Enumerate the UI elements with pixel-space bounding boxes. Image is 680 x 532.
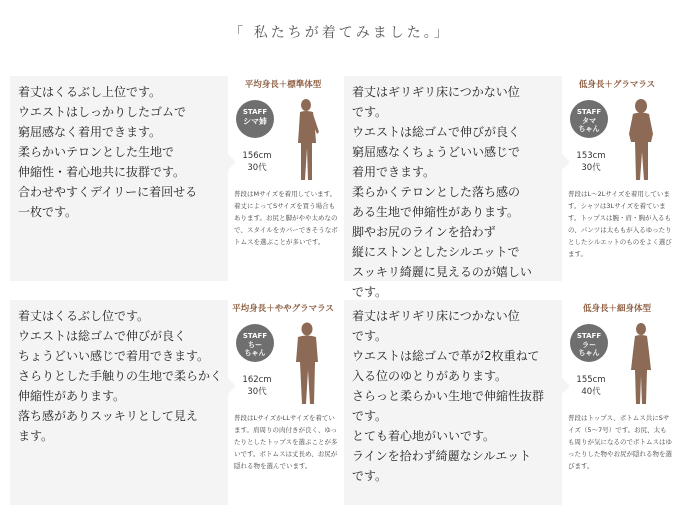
- staff-note: 普段はL～2Lサイズを着用しています。シャツは3Lサイズを着ています。トップスは腕・肩・胸が入るもの、パンツは太ももが入るゆったりとしたシルエットのものをよく選びます。: [568, 190, 672, 258]
- staff-panel: [562, 76, 672, 281]
- staff-meta: [234, 150, 280, 174]
- staff-silhouette-icon: [620, 322, 662, 406]
- staff-panel: [228, 76, 338, 281]
- review-card-1: [10, 76, 338, 281]
- staff-name: ラー ちゃん: [578, 341, 600, 357]
- staff-label: STAFF: [242, 108, 268, 116]
- staff-badge: [236, 324, 274, 362]
- staff-age: 30代: [581, 163, 601, 173]
- page-heading: 「 私たちが着てみました。」: [229, 25, 451, 41]
- staff-panel: [228, 300, 338, 505]
- review-card-4: [344, 300, 672, 505]
- staff-note: 普段はMサイズを着用しています。着丈によってSサイズを買う場合もあります。お尻と脚がやや太めなので、スタイルをカバーできそうなボトムスを選ぶことが多いです。: [234, 190, 338, 246]
- staff-name: シマ姉: [243, 117, 267, 126]
- staff-badge: [570, 100, 608, 138]
- body-type-label: 低身長＋グラマラス: [578, 80, 656, 90]
- review-text: 着丈はギリギリ床につかない位 です。 ウエストは総ゴムで革が2枚重ねて 入る位のゆとりがあります。 さらっと柔らかい生地で伸縮性抜群 です。 とても着心地がいいです。 ラインを拾わず綺麗なシルエット です。: [352, 309, 545, 483]
- staff-age: 40代: [581, 387, 601, 397]
- staff-note: 普段はトップス、ボトムス共にSサイズ（5～7号）です。お尻、太もも周りが気になるのでボトムスはゆったりした物やお尻が隠れる物を選びます。: [568, 414, 672, 470]
- body-type-label: 平均身長＋標準体型: [244, 80, 322, 90]
- staff-label: STAFF: [576, 332, 602, 340]
- review-card-3: [10, 300, 338, 505]
- staff-meta: [568, 374, 614, 398]
- staff-height: 153cm: [576, 151, 606, 161]
- staff-height: 156cm: [242, 151, 272, 161]
- body-type-label: 平均身長＋ややグラマラス: [232, 304, 334, 314]
- staff-silhouette-icon: [286, 98, 328, 182]
- staff-badge: [570, 324, 608, 362]
- review-text: 着丈はくるぶし上位です。 ウエストはしっかりしたゴムで 窮屈感なく着用できます。 柔らかいテロンとした生地で 伸縮性・着心地共に抜群です。 合わせやすくデイリーに着回せる 一枚です。: [18, 85, 198, 219]
- review-text: 着丈はギリギリ床につかない位 です。 ウエストは総ゴムで伸びが良く 窮屈感なくちょうどいい感じで 着用できます。 柔らかくテロンとした落ち感の ある生地で伸縮性があります。 脚やお尻のラインを拾わず 縦にストンとしたシルエットで スッキリ綺麗に見えるのが嬉しい です。: [352, 85, 532, 299]
- review-text: 着丈はくるぶし位です。 ウエストは総ゴムで伸びが良く ちょうどいい感じで着用できます。 さらりとした手触りの生地で柔らかく 伸縮性があります。 落ち感がありスッキリとして見え ます。: [18, 309, 223, 443]
- staff-silhouette-icon: [286, 322, 328, 406]
- staff-silhouette-icon: [620, 98, 662, 182]
- staff-meta: [234, 374, 280, 398]
- staff-panel: [562, 300, 672, 505]
- staff-note: 普段はLサイズかLLサイズを着ています。肩周りの肉付きが良く、ゆったりとしたトップスを選ぶことが多いです。ボトムスは丈長め、お尻が隠れる物を選んでいます。: [234, 414, 338, 470]
- staff-height: 162cm: [242, 375, 272, 385]
- staff-meta: [568, 150, 614, 174]
- staff-name: タマ ちゃん: [578, 117, 600, 133]
- staff-height: 155cm: [576, 375, 606, 385]
- staff-age: 30代: [247, 387, 267, 397]
- staff-label: STAFF: [242, 332, 268, 340]
- staff-name: ちー ちゃん: [244, 341, 266, 357]
- staff-age: 30代: [247, 163, 267, 173]
- review-card-2: [344, 76, 672, 299]
- body-type-label: 低身長＋細身体型: [582, 304, 651, 314]
- staff-badge: [236, 100, 274, 138]
- staff-label: STAFF: [576, 108, 602, 116]
